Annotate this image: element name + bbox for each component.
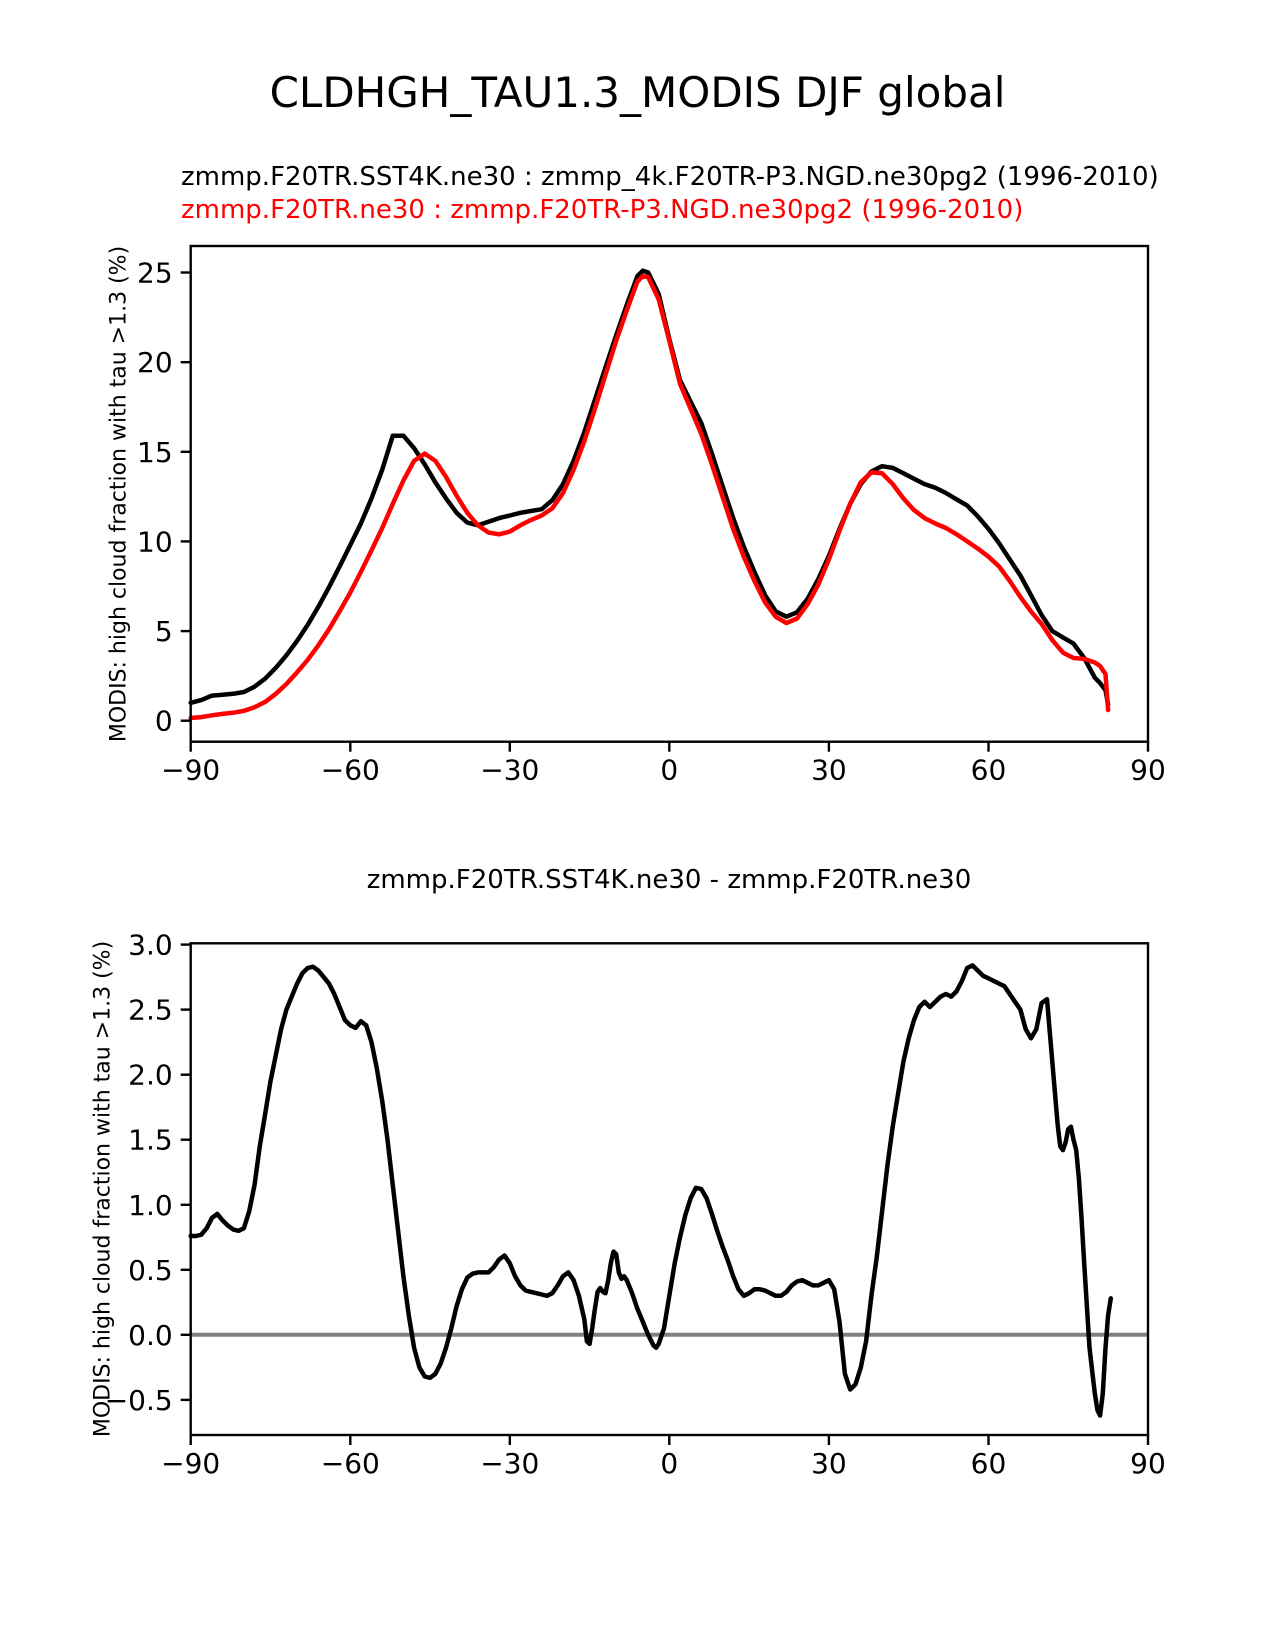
y-tick-label: 2.5 xyxy=(128,993,173,1027)
y-tick-label: 0.0 xyxy=(128,1318,173,1352)
figure-title: CLDHGH_TAU1.3_MODIS DJF global xyxy=(269,68,1006,117)
y-tick-label: 15 xyxy=(137,435,173,469)
y-tick-label: 3.0 xyxy=(128,928,173,962)
x-tick-label: 60 xyxy=(970,753,1007,787)
x-tick-label: −90 xyxy=(161,1447,221,1480)
x-tick-label: 30 xyxy=(811,753,847,787)
y-tick-label: 10 xyxy=(137,525,173,559)
x-tick-label: 30 xyxy=(811,1447,847,1480)
x-tick-label: 60 xyxy=(970,1447,1007,1480)
series-difference xyxy=(191,965,1111,1415)
x-tick-label: 90 xyxy=(1130,753,1166,787)
legend-entry-sst4k: zmmp.F20TR.SST4K.ne30 : zmmp_4k.F20TR-P3.NGD.ne30pg2 (1996-2010) xyxy=(181,162,1159,192)
y-tick-label: 2.0 xyxy=(128,1058,173,1092)
y-tick-label: 1.5 xyxy=(128,1123,173,1157)
x-tick-label: 0 xyxy=(660,1447,679,1480)
y-tick-label: −0.5 xyxy=(104,1383,173,1417)
axes-frame xyxy=(191,246,1148,742)
axes-frame xyxy=(191,943,1148,1435)
y-tick-label: 0.5 xyxy=(128,1253,173,1287)
x-tick-label: −90 xyxy=(161,753,221,787)
x-tick-label: −60 xyxy=(320,1447,380,1480)
x-tick-label: −30 xyxy=(480,1447,540,1480)
legend-entry-ne30: zmmp.F20TR.ne30 : zmmp.F20TR-P3.NGD.ne30pg2 (1996-2010) xyxy=(181,195,1024,225)
bottom-chart-ylabel: MODIS: high cloud fraction with tau >1.3 (%) xyxy=(90,940,116,1438)
series-zmmp-f20tr-ne30 xyxy=(191,276,1108,718)
top-chart-ylabel: MODIS: high cloud fraction with tau >1.3 (%) xyxy=(106,245,132,743)
series-zmmp-f20tr-sst4k-ne30 xyxy=(191,271,1108,705)
y-tick-label: 5 xyxy=(154,615,173,649)
bottom-chart-title: zmmp.F20TR.SST4K.ne30 - zmmp.F20TR.ne30 xyxy=(366,865,972,895)
x-tick-label: 0 xyxy=(660,753,679,787)
y-tick-label: 20 xyxy=(137,346,173,380)
x-tick-label: −30 xyxy=(480,753,540,787)
y-tick-label: 1.0 xyxy=(128,1188,173,1222)
y-tick-label: 25 xyxy=(137,256,173,290)
y-tick-label: 0 xyxy=(154,704,173,738)
x-tick-label: 90 xyxy=(1130,1447,1166,1480)
x-tick-label: −60 xyxy=(320,753,380,787)
